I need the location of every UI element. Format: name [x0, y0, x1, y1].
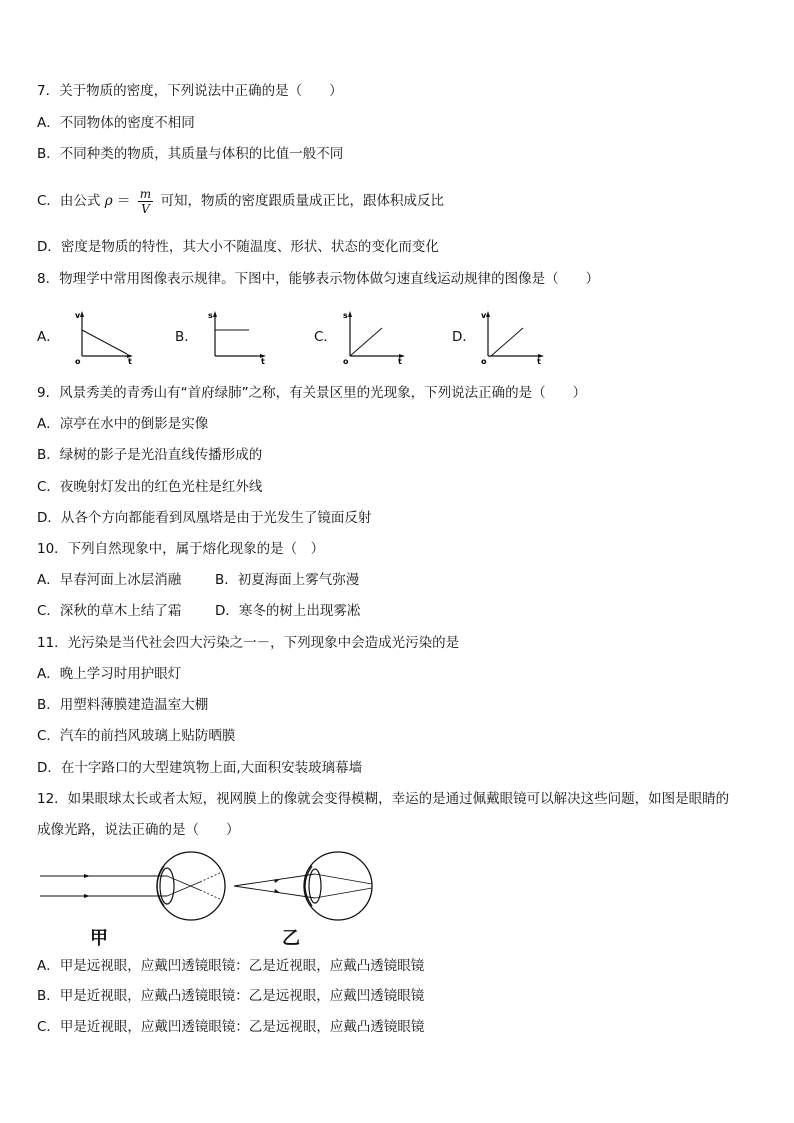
eye-diagram-yi [230, 850, 380, 922]
q9-stem: 9．风景秀美的青秀山有“首府绿肺”之称，有关景区里的光现象，下列说法正确的是（ ） [37, 385, 587, 401]
q9-option-d: D．从各个方向都能看到凤凰塔是由于光发生了镜面反射 [37, 510, 372, 526]
q7-option-b: B．不同种类的物质，其质量与体积的比值一般不同 [37, 146, 344, 162]
graph-c-y-label: s [343, 311, 348, 320]
q11-option-d: D．在十字路口的大型建筑物上面,大面积安装玻璃幕墙 [37, 760, 363, 776]
fraction-numerator: m [139, 186, 152, 201]
q12-option-a: A．甲是远视眼，应戴凹透镜眼镜：乙是近视眼，应戴凸透镜眼镜 [37, 958, 425, 974]
density-fraction [138, 187, 153, 216]
q11-option-c: C．汽车的前挡风玻璃上贴防晒膜 [37, 728, 236, 744]
q7-option-c [37, 186, 444, 216]
graph-d-x-label: t [537, 357, 541, 366]
q12-option-c: C．甲是近视眼，应戴凹透镜眼镜：乙是远视眼，应戴凸透镜眼镜 [37, 1019, 425, 1035]
graph-d-y-label: v [481, 311, 487, 320]
graph-a-x-label: t [128, 357, 132, 366]
q8-graph-b [205, 308, 275, 364]
q12-stem-line1: 12．如果眼球太长或者太短，视网膜上的像就会变得模糊，幸运的是通过佩戴眼镜可以解决这些问题，如图是眼睛的 [37, 791, 730, 807]
graph-b-y-label: s [208, 311, 213, 320]
q8-option-d-label: D． [452, 329, 476, 345]
graph-a-origin: o [75, 357, 81, 366]
graph-b-x-label: t [261, 357, 265, 366]
q10-option-b: B．初夏海面上雾气弥漫 [215, 572, 360, 588]
eye-label-jia: 甲 [90, 928, 108, 949]
q12-stem-line2: 成像光路，说法正确的是（ ） [37, 822, 240, 838]
q8-graph-c [340, 308, 410, 364]
q8-graph-d [478, 308, 550, 364]
equals-sign: ＝ [116, 193, 131, 209]
q10-option-a: A．早春河面上冰层消融 [37, 572, 182, 588]
q7-option-d: D．密度是物质的特性，其大小不随温度、形状、状态的变化而变化 [37, 239, 439, 255]
graph-a-y-label: v [75, 311, 81, 320]
q7-stem: 7．关于物质的密度，下列说法中正确的是（ ） [37, 83, 343, 99]
fraction-denominator: V [141, 201, 150, 216]
q10-option-c: C．深秋的草木上结了霜 [37, 603, 182, 619]
q8-graph-a [72, 308, 142, 364]
q8-stem: 8．物理学中常用图像表示规律。下图中，能够表示物体做匀速直线运动规律的图像是（ ） [37, 271, 600, 287]
q10-option-d: D．寒冬的树上出现雾凇 [215, 603, 361, 619]
q11-option-b: B．用塑料薄膜建造温室大棚 [37, 697, 209, 713]
q8-option-c-label: C． [314, 329, 337, 345]
q8-option-a-label: A． [37, 329, 60, 345]
rho-symbol: ρ [104, 193, 113, 209]
graph-d-origin: o [481, 357, 487, 366]
q9-option-b: B．绿树的影子是光沿直线传播形成的 [37, 447, 263, 463]
q7-option-c-suffix: 可知，物质的密度跟质量成正比，跟体积成反比 [160, 193, 444, 209]
graph-c-origin: o [343, 357, 349, 366]
q9-option-a: A．凉亭在水中的倒影是实像 [37, 416, 209, 432]
q12-option-b: B．甲是近视眼，应戴凸透镜眼镜：乙是远视眼，应戴凹透镜眼镜 [37, 988, 425, 1004]
eye-label-yi: 乙 [282, 928, 300, 949]
q11-stem: 11．光污染是当代社会四大污染之一－，下列现象中会造成光污染的是 [37, 635, 460, 651]
graph-c-x-label: t [398, 357, 402, 366]
eye-diagram-jia [38, 850, 228, 922]
q11-option-a: A．晚上学习时用护眼灯 [37, 666, 182, 682]
q10-stem: 10．下列自然现象中，属于熔化现象的是（ ） [37, 541, 325, 557]
q7-option-a: A．不同物体的密度不相同 [37, 115, 195, 131]
q7-option-c-prefix: C．由公式 [37, 193, 101, 209]
q9-option-c: C．夜晚射灯发出的红色光柱是红外线 [37, 479, 263, 495]
q8-option-b-label: B． [175, 329, 198, 345]
